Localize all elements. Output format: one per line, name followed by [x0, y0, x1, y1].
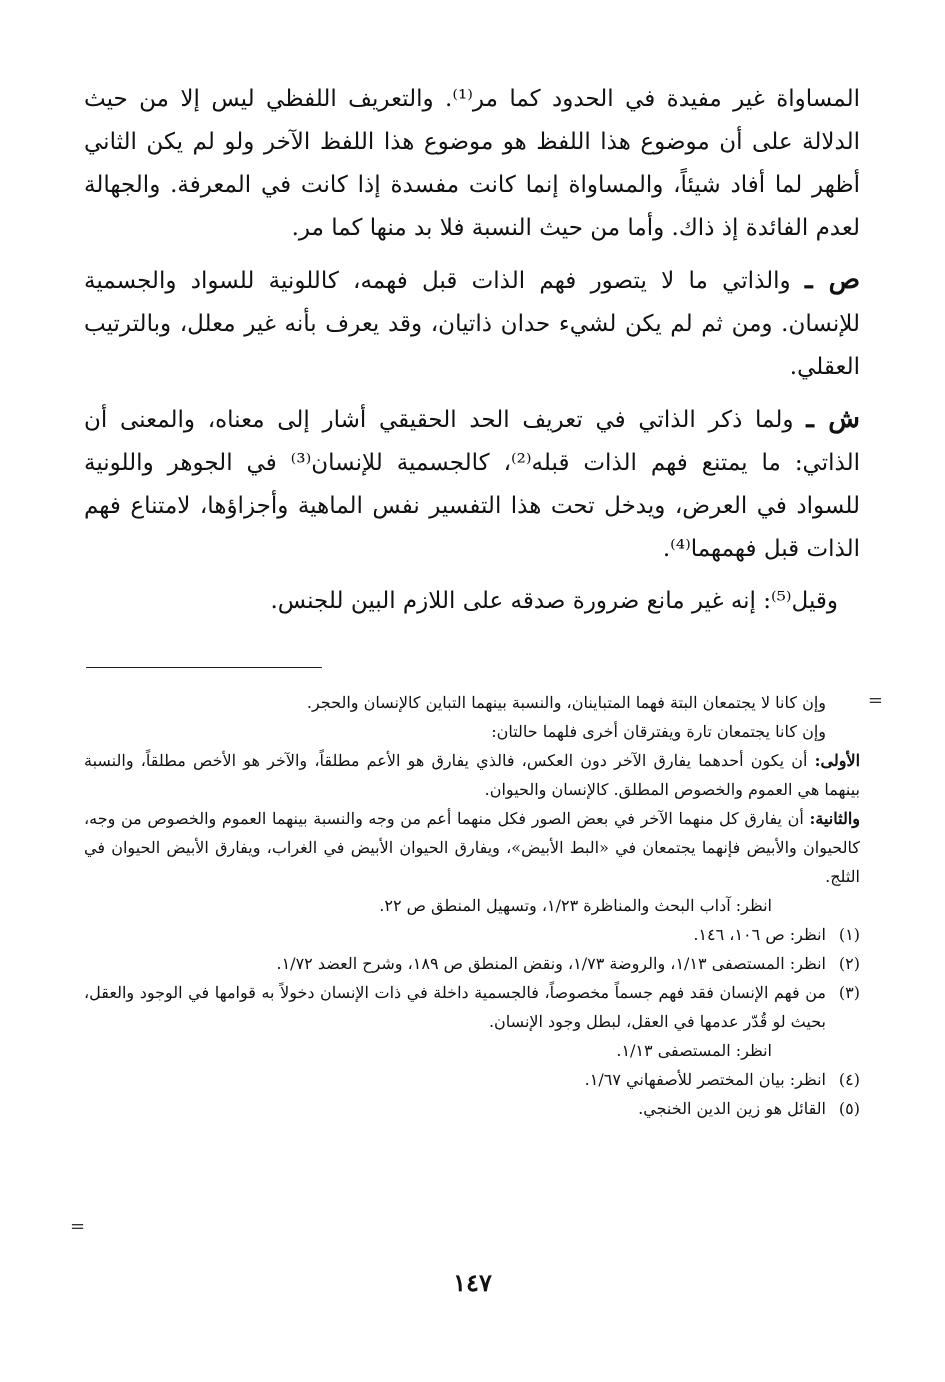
continuation-mark-bottom: = [70, 1216, 86, 1237]
paragraph-2-text: والذاتي ما لا يتصور فهم الذات قبل فهمه، كاللونية للسواد والجسمية للإنسان. ومن ثم لم يكن لشيء حدان ذاتيان، وقد يعرف بأنه غير معلل، وبالترتيب العقلي. [84, 268, 860, 380]
footnote-5 [84, 1094, 860, 1123]
paragraph-4: وقيل⁽⁵⁾: إنه غير مانع ضرورة صدقه على اللازم البين للجنس. [270, 588, 838, 614]
footnote-4 [84, 1065, 860, 1094]
footnote-continued-line-2: وإن كانا يجتمعان تارة ويفترقان أخرى فلهما حالتان: [491, 722, 826, 741]
footnote-2-text: انظر: المستصفى ١/١٣، والروضة ١/٧٣، ونقض المنطق ص ١٨٩، وشرح العضد ١/٧٢. [276, 954, 826, 973]
case-first-text: أن يكون أحدهما يفارق الآخر دون العكس، فالذي يفارق هو الأعم مطلقاً، والآخر هو الأخص مطلقاً، والنسبة بينهما هي العموم والخصوص المطلق. كالإنسان والحيوان. [84, 751, 860, 799]
footnote-5-text: القائل هو زين الدين الخنجي. [638, 1099, 826, 1118]
footnote-2 [84, 949, 860, 978]
case-second-text: أن يفارق كل منهما الآخر في بعض الصور فكل منهما أعم من وجه والنسبة بينهما العموم والخصوص من وجه، كالحيوان والأبيض فإنهما يجتمعان في «البط الأبيض»، ويفارق الحيوان الأبيض في الغراب، ويفارق الأبيض الحيوان في الثلج. [84, 809, 861, 886]
paragraph-3-text: ولما ذكر الذاتي في تعريف الحد الحقيقي أشار إلى معناه، والمعنى أن الذاتي: ما يمتنع فهم الذات قبله⁽²⁾، كالجسمية للإنسان⁽³⁾ في الجوهر واللونية للسواد في العرض، ويدخل تحت هذا التفسير نفس الماهية وأجزاؤها، لامتناع فهم الذات قبل فهمهما⁽⁴⁾. [84, 407, 860, 562]
footnote-separator [86, 667, 322, 668]
footnotes [84, 688, 860, 1123]
paragraph-2 [84, 259, 860, 389]
footnote-continued-reference: انظر: آداب البحث والمناظرة ١/٢٣، وتسهيل المنطق ص ٢٢. [379, 896, 772, 915]
footnote-1 [84, 920, 860, 949]
case-second-label: والثانية: [809, 809, 860, 828]
paragraph-3 [84, 398, 860, 571]
footnote-case-second [84, 804, 860, 891]
footnote-continued-line-1: وإن كانا لا يجتمعان البتة فهما المتباينان، والنسبة بينهما التباين كالإنسان والحجر. [306, 693, 826, 712]
footnote-3-text: من فهم الإنسان فقد فهم جسماً مخصوصاً، فالجسمية داخلة في ذات الإنسان دخولاً به قوامها في الوجود والعقل، بحيث لو قُدّر عدمها في العقل، لبطل وجود الإنسان. [84, 983, 826, 1031]
footnote-3-number: (٣) [838, 983, 860, 1002]
footnote-5-number: (٥) [838, 1099, 860, 1118]
footnote-4-number: (٤) [838, 1070, 860, 1089]
paragraph-lead-sad: ص ـ [804, 265, 861, 295]
paragraph-1: المساواة غير مفيدة في الحدود كما مر⁽¹⁾. والتعريف اللفظي ليس إلا من حيث الدلالة على أن موضوع هذا اللفظ هو موضوع هذا اللفظ الآخر ولو لم يكن الثاني أظهر لما أفاد شيئاً، والمساواة إنما كانت مفسدة إذا كانت في المعرفة. والجهالة لعدم الفائدة إذ ذاك. وأما من حيث النسبة فلا بد منها كما مر. [84, 86, 860, 241]
footnote-3-reference: انظر: المستصفى ١/١٣. [616, 1041, 772, 1060]
footnote-2-number: (٢) [838, 954, 860, 973]
case-first-label: الأولى: [814, 751, 861, 770]
footnote-1-text: انظر: ص ١٠٦، ١٤٦. [693, 925, 826, 944]
main-text [84, 78, 860, 632]
paragraph-lead-shin: ش ـ [806, 404, 860, 434]
footnote-3 [84, 978, 860, 1036]
continuation-mark-top: = [867, 690, 883, 711]
footnote-case-first [84, 746, 860, 804]
page-number: ١٤٧ [453, 1268, 492, 1297]
footnote-4-text: انظر: بيان المختصر للأصفهاني ١/٦٧. [584, 1070, 826, 1089]
footnote-1-number: (١) [838, 925, 860, 944]
